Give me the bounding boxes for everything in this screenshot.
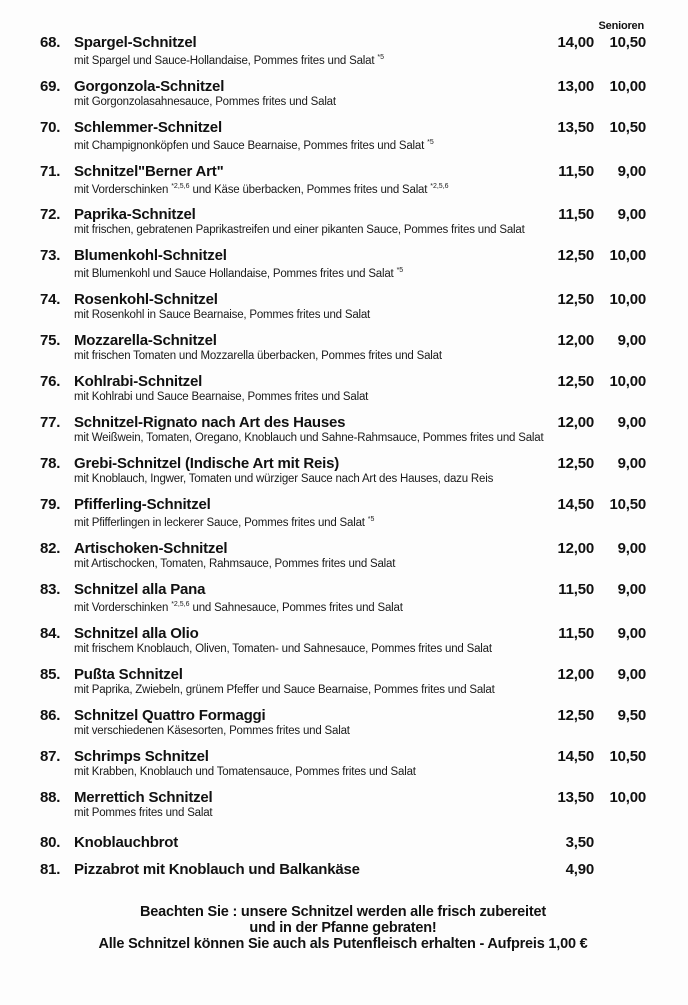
item-price: 12,00 — [557, 414, 594, 432]
menu-item-row — [40, 78, 646, 109]
item-number: 68. — [40, 34, 61, 51]
item-title: Schnitzel-Rignato nach Art des Hauses — [74, 414, 346, 432]
menu-item-row — [40, 373, 646, 404]
item-price: 12,50 — [557, 455, 594, 473]
item-description: mit frischem Knoblauch, Oliven, Tomaten- und Sahnesauce, Pommes frites und Salat — [74, 642, 492, 655]
item-price: 14,00 — [557, 34, 594, 51]
item-title: Spargel-Schnitzel — [74, 34, 197, 51]
item-number: 87. — [40, 747, 61, 765]
menu-item-row — [40, 332, 646, 363]
item-description: mit Vorderschinken $^{*2,5,6}$ und Sahnesauce, Pommes frites und Salat — [74, 601, 403, 614]
menu-footer — [40, 904, 646, 952]
item-price: 12,00 — [557, 540, 594, 558]
item-description: mit Spargel und Sauce-Hollandaise, Pommes frites und Salat $^{*5}$ — [74, 54, 384, 67]
item-price: 3,50 — [565, 833, 594, 851]
item-description: mit verschiedenen Käsesorten, Pommes frites und Salat — [74, 724, 350, 737]
item-title: Gorgonzola-Schnitzel — [74, 77, 225, 95]
item-price: 13,50 — [557, 118, 594, 136]
item-number: 81. — [40, 860, 61, 878]
menu-item-row — [40, 748, 646, 779]
item-price: 12,50 — [557, 247, 594, 265]
item-senior-price: 10,00 — [609, 373, 646, 391]
item-description: mit Weißwein, Tomaten, Oregano, Knoblauch und Sahne-Rahmsauce, Pommes frites und Salat — [74, 432, 544, 445]
item-senior-price: 10,50 — [609, 747, 646, 765]
item-senior-price: 9,00 — [617, 206, 646, 224]
item-title: Artischoken-Schnitzel — [74, 540, 228, 558]
item-number: 76. — [40, 373, 61, 391]
item-number: 69. — [40, 77, 61, 95]
item-description: mit Gorgonzolasahnesauce, Pommes frites und Salat — [74, 95, 336, 108]
item-senior-price: 9,00 — [617, 162, 646, 180]
item-senior-price: 10,00 — [609, 247, 646, 265]
item-senior-price: 10,50 — [609, 118, 646, 136]
menu-item-row — [40, 206, 646, 237]
item-price: 14,50 — [557, 747, 594, 765]
item-number: 72. — [40, 206, 61, 224]
menu-item-row — [40, 540, 646, 571]
menu-item-row — [40, 581, 646, 615]
item-title: Paprika-Schnitzel — [74, 206, 196, 224]
menu-item-row — [40, 163, 646, 197]
item-number: 82. — [40, 540, 61, 558]
menu-item-row — [40, 789, 646, 820]
item-senior-price: 10,00 — [609, 77, 646, 95]
item-senior-price: 9,00 — [617, 581, 646, 599]
item-description: mit Pommes frites und Salat — [74, 806, 213, 819]
item-description: mit frischen, gebratenen Paprikastreifen und einer pikanten Sauce, Pommes frites und Salat — [74, 224, 525, 237]
item-senior-price: 9,00 — [617, 540, 646, 558]
item-price: 11,50 — [558, 624, 594, 642]
item-senior-price: 9,00 — [617, 665, 646, 683]
item-description: mit Kohlrabi und Sauce Bearnaise, Pommes frites und Salat — [74, 391, 369, 404]
item-description: mit Knoblauch, Ingwer, Tomaten und würziger Sauce nach Art des Hauses, dazu Reis — [74, 473, 494, 486]
item-description: mit Blumenkohl und Sauce Hollandaise, Pommes frites und Salat $^{*5}$ — [74, 267, 404, 281]
menu-item-row — [40, 707, 646, 738]
item-title: Schnitzel Quattro Formaggi — [74, 706, 266, 724]
item-senior-price: 9,00 — [617, 414, 646, 432]
menu-item-row — [40, 34, 646, 68]
item-description: mit Paprika, Zwiebeln, grünem Pfeffer und Sauce Bearnaise, Pommes frites und Salat — [74, 683, 495, 696]
item-description: mit Pfifferlingen in leckerer Sauce, Pommes frites und Salat $^{*5}$ — [74, 516, 375, 530]
item-number: 86. — [40, 706, 61, 724]
menu-item-row — [40, 455, 646, 486]
senior-column-header: Senioren — [598, 20, 644, 32]
item-title: Merrettich Schnitzel — [74, 788, 213, 806]
item-description: mit frischen Tomaten und Mozzarella überbacken, Pommes frites und Salat — [74, 350, 442, 363]
menu-item-row — [40, 414, 646, 445]
menu-item-row — [40, 291, 646, 322]
item-price: 12,50 — [557, 291, 594, 309]
item-title: Pizzabrot mit Knoblauch und Balkankäse — [74, 860, 360, 878]
item-price: 4,90 — [565, 860, 594, 878]
menu-item-row — [40, 247, 646, 281]
item-senior-price: 10,50 — [609, 496, 646, 514]
item-description: mit Artischocken, Tomaten, Rahmsauce, Pommes frites und Salat — [74, 558, 396, 571]
item-price: 12,50 — [557, 706, 594, 724]
menu-item-row — [40, 496, 646, 530]
item-senior-price: 9,50 — [617, 706, 646, 724]
item-number: 78. — [40, 455, 61, 473]
price-column-header-row — [40, 20, 646, 32]
item-title: Pußta Schnitzel — [74, 665, 183, 683]
item-title: Kohlrabi-Schnitzel — [74, 373, 203, 391]
item-price: 12,00 — [557, 665, 594, 683]
item-title: Grebi-Schnitzel (Indische Art mit Reis) — [74, 455, 340, 473]
item-number: 83. — [40, 581, 61, 599]
item-price: 13,50 — [557, 788, 594, 806]
item-number: 79. — [40, 496, 61, 514]
item-title: Pfifferling-Schnitzel — [74, 496, 211, 514]
item-title: Schnitzel"Berner Art" — [74, 162, 224, 180]
menu-extra-row — [40, 861, 646, 878]
item-price: 12,50 — [557, 373, 594, 391]
item-title: Schrimps Schnitzel — [74, 747, 209, 765]
item-number: 71. — [40, 162, 61, 180]
item-number: 88. — [40, 788, 61, 806]
item-title: Schlemmer-Schnitzel — [74, 118, 222, 136]
item-price: 13,00 — [557, 77, 594, 95]
item-title: Blumenkohl-Schnitzel — [74, 247, 227, 265]
footer-line-1: Beachten Sie : unsere Schnitzel werden alle frisch zubereitet — [139, 903, 546, 920]
item-price: 14,50 — [557, 496, 594, 514]
item-senior-price: 9,00 — [617, 332, 646, 350]
item-number: 80. — [40, 833, 61, 851]
footer-line-3: Alle Schnitzel können Sie auch als Putenfleisch erhalten - Aufpreis 1,00 € — [98, 935, 588, 952]
item-number: 84. — [40, 624, 61, 642]
menu-item-row — [40, 625, 646, 656]
item-number: 73. — [40, 247, 61, 265]
menu-extra-row — [40, 834, 646, 851]
menu-item-row — [40, 119, 646, 153]
footer-line-2: und in der Pfanne gebraten! — [249, 919, 437, 936]
item-title: Rosenkohl-Schnitzel — [74, 291, 218, 309]
item-price: 11,50 — [558, 581, 594, 599]
item-number: 70. — [40, 118, 61, 136]
item-description: mit Vorderschinken $^{*2,5,6}$ und Käse überbacken, Pommes frites und Salat $^{*2,5,6}$ — [74, 182, 449, 196]
item-number: 74. — [40, 291, 61, 309]
item-number: 77. — [40, 414, 61, 432]
item-senior-price: 9,00 — [617, 455, 646, 473]
item-description: mit Krabben, Knoblauch und Tomatensauce, Pommes frites und Salat — [74, 765, 416, 778]
menu-extras — [40, 834, 646, 878]
item-title: Schnitzel alla Olio — [74, 624, 199, 642]
item-title: Mozzarella-Schnitzel — [74, 332, 217, 350]
item-senior-price: 10,00 — [609, 788, 646, 806]
item-title: Schnitzel alla Pana — [74, 581, 206, 599]
item-price: 12,00 — [557, 332, 594, 350]
menu-item-row — [40, 666, 646, 697]
item-senior-price: 9,00 — [617, 624, 646, 642]
menu-items — [40, 34, 646, 820]
item-price: 11,50 — [558, 162, 594, 180]
item-title: Knoblauchbrot — [74, 833, 179, 851]
item-description: mit Champignonköpfen und Sauce Bearnaise, Pommes frites und Salat $^{*5}$ — [74, 138, 434, 152]
item-description: mit Rosenkohl in Sauce Bearnaise, Pommes frites und Salat — [74, 309, 371, 322]
item-price: 11,50 — [558, 206, 594, 224]
item-number: 85. — [40, 665, 61, 683]
item-senior-price: 10,50 — [609, 34, 646, 51]
item-senior-price: 10,00 — [609, 291, 646, 309]
item-number: 75. — [40, 332, 61, 350]
